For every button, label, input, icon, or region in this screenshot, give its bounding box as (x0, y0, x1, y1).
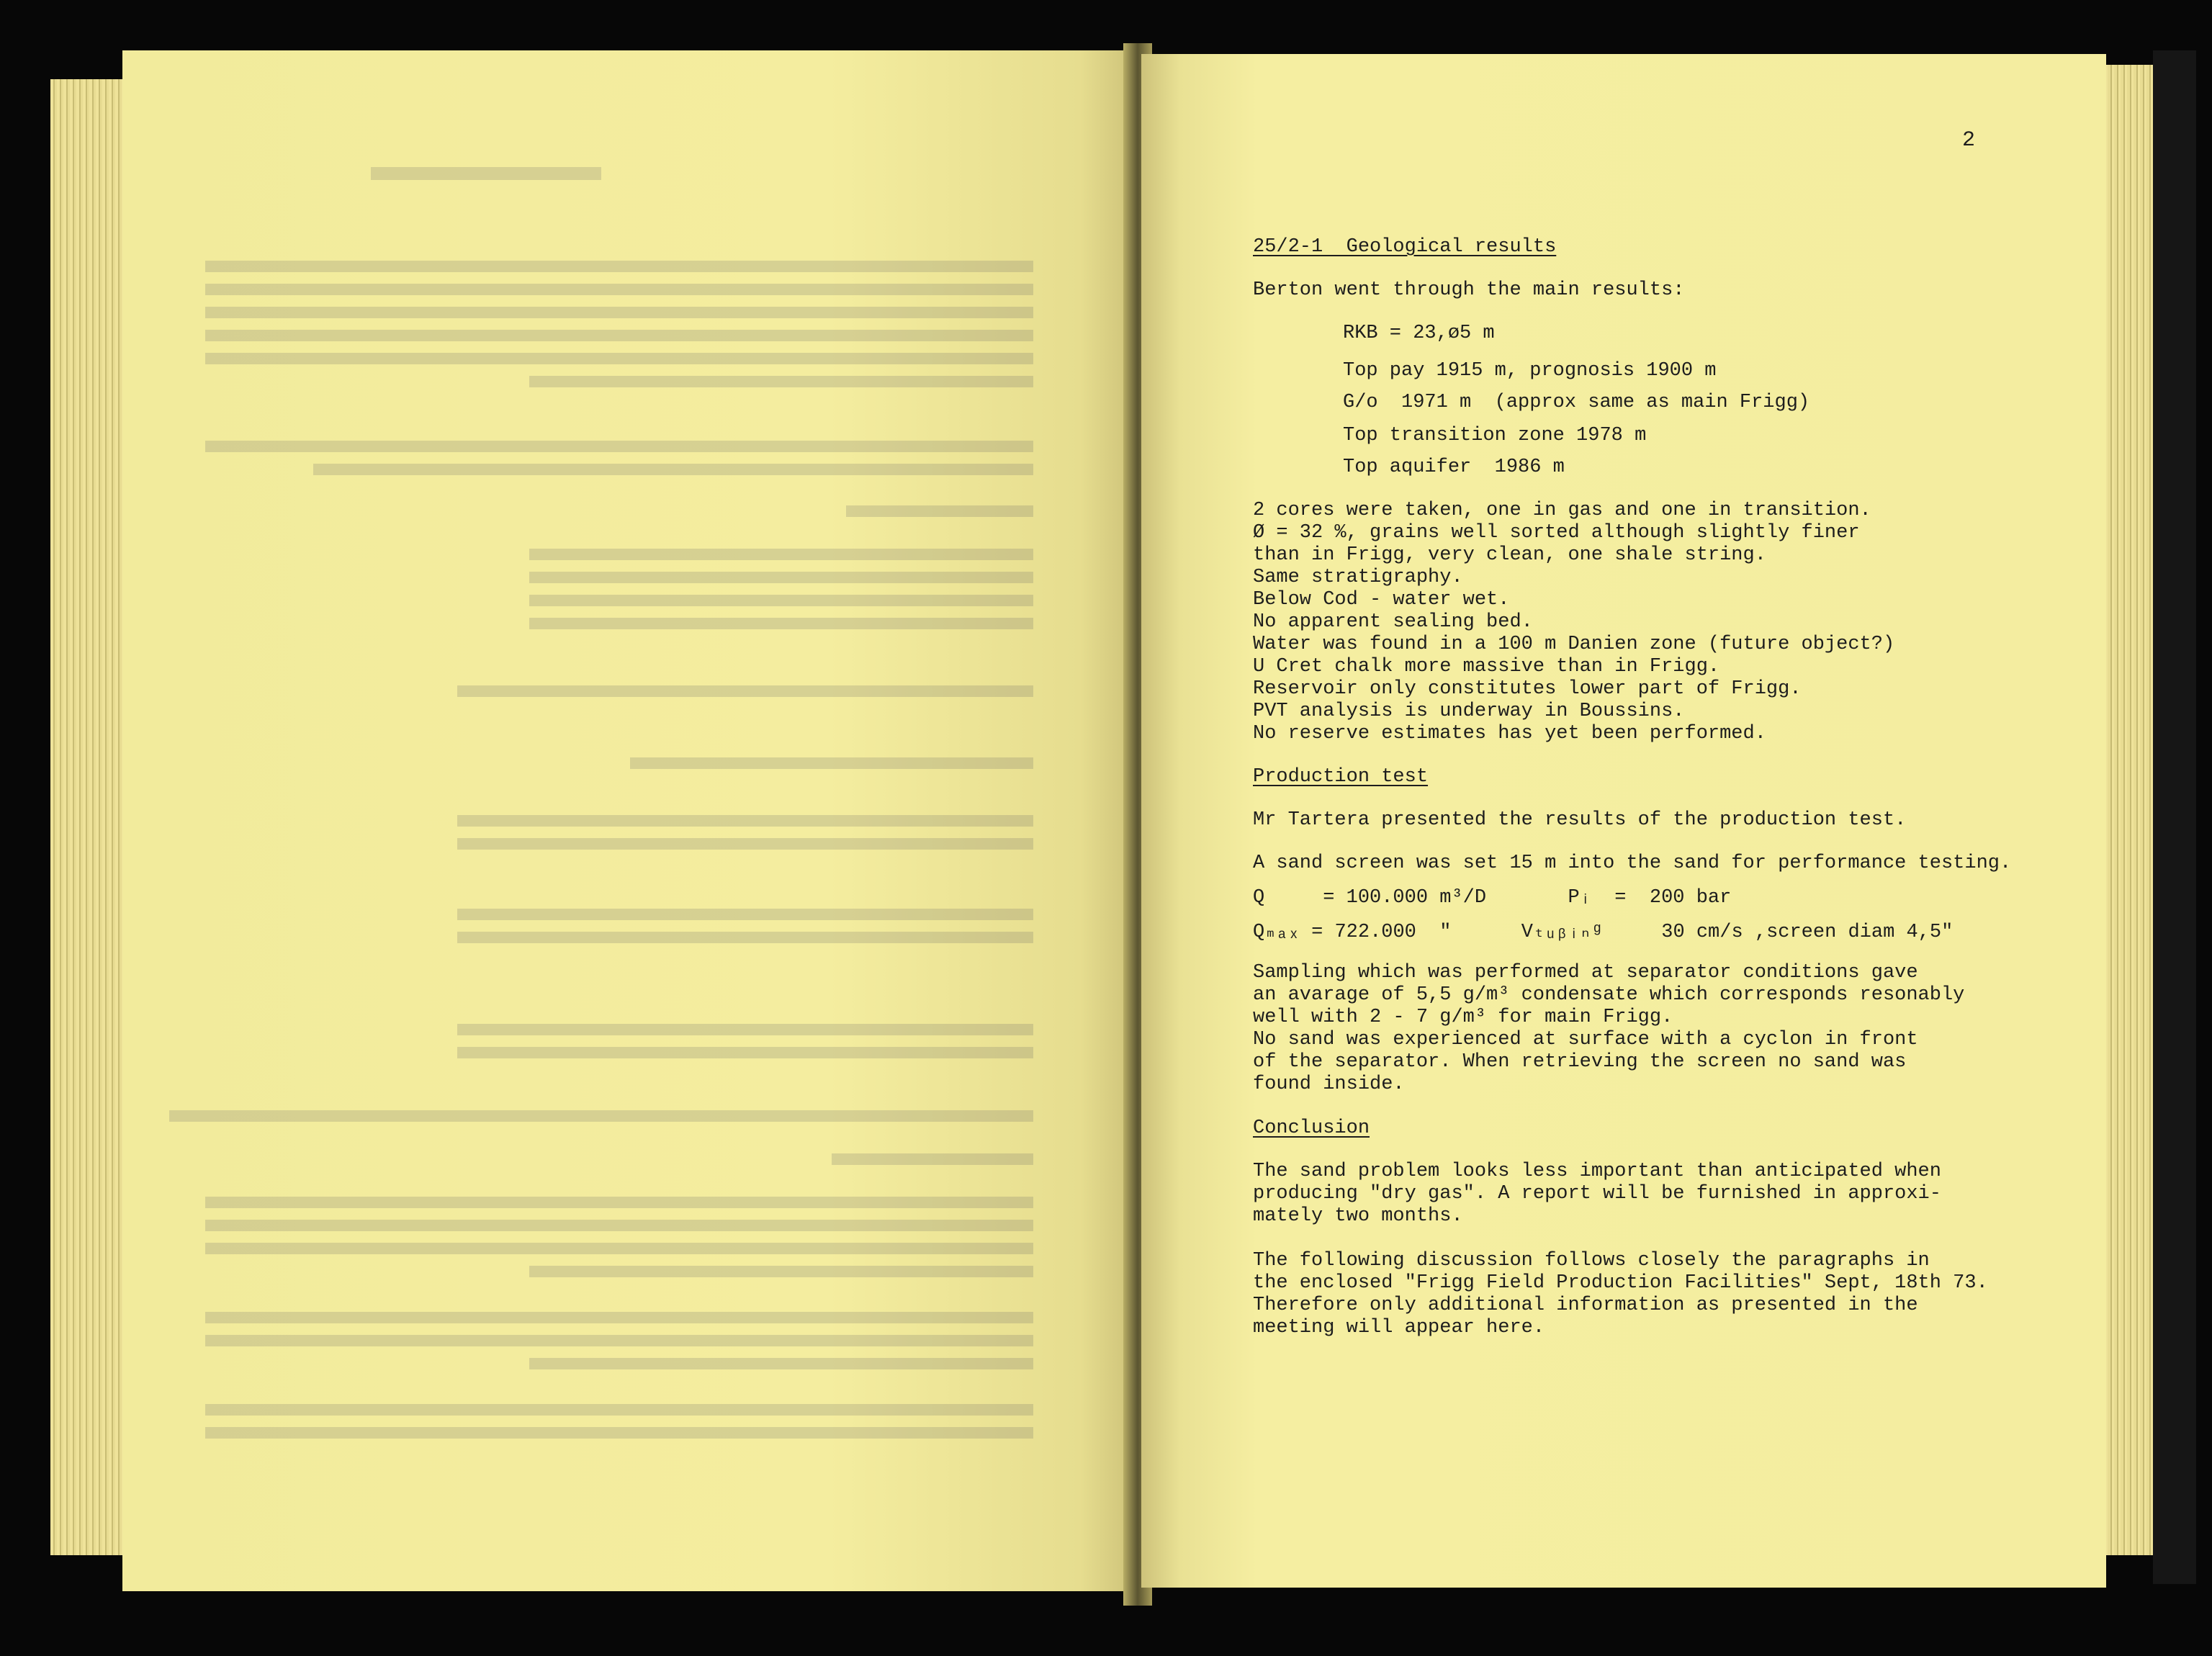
geology-line: PVT analysis is underway in Boussins. (1253, 701, 1685, 722)
geology-item: RKB = 23,ø5 m (1343, 323, 1495, 344)
geology-line: U Cret chalk more massive than in Frigg. (1253, 656, 1720, 678)
geology-line: Water was found in a 100 m Danien zone (future object?) (1253, 634, 1895, 655)
geology-item: Top pay 1915 m, prognosis 1900 m (1343, 360, 1717, 382)
production-line: an avarage of 5,5 g/m³ condensate which corresponds resonably (1253, 984, 1965, 1006)
geology-line: Below Cod - water wet. (1253, 589, 1510, 611)
production-line: found inside. (1253, 1074, 1405, 1095)
production-intro: Mr Tartera presented the results of the production test. (1253, 809, 1907, 831)
geology-intro: Berton went through the main results: (1253, 279, 1685, 301)
page-number: 2 (1962, 128, 1976, 153)
geology-item: Top transition zone 1978 m (1343, 425, 1647, 446)
geology-line: No apparent sealing bed. (1253, 611, 1533, 633)
section-heading-production: Production test (1253, 766, 1429, 788)
conclusion-line: The sand problem looks less important than anticipated when (1253, 1161, 1941, 1182)
right-page-text (1253, 0, 2110, 1338)
production-line: No sand was experienced at surface with a cyclon in front (1253, 1029, 1918, 1050)
section-heading-conclusion: Conclusion (1253, 1117, 1370, 1139)
bleed-through-lines (166, 167, 1033, 1440)
conclusion-line: producing "dry gas". A report will be furnished in approxi- (1253, 1183, 1941, 1205)
geology-line: Reservoir only constitutes lower part of Frigg. (1253, 678, 1802, 700)
conclusion-line: The following discussion follows closely the paragraphs in (1253, 1250, 1930, 1272)
production-screen: A sand screen was set 15 m into the sand for performance testing. (1253, 852, 2012, 874)
production-line: well with 2 - 7 g/m³ for main Frigg. (1253, 1007, 1673, 1028)
geology-item: Top aquifer 1986 m (1343, 456, 1565, 478)
geology-line: Same stratigraphy. (1253, 567, 1463, 588)
book-cover (2153, 50, 2196, 1584)
geology-item: G/o 1971 m (approx same as main Frigg) (1343, 392, 1810, 413)
geology-line: 2 cores were taken, one in gas and one in transition. (1253, 500, 1871, 521)
conclusion-line: the enclosed "Frigg Field Production Facilities" Sept, 18th 73. (1253, 1272, 1988, 1294)
bleed-through-texture (166, 144, 1080, 1440)
section-heading-geology: 25/2-1 Geological results (1253, 236, 1557, 258)
left-page-edges (50, 79, 130, 1555)
production-q: Q = 100.000 m³/D Pᵢ = 200 bar (1253, 887, 1732, 909)
conclusion-line: mately two months. (1253, 1205, 1463, 1227)
conclusion-line: meeting will appear here. (1253, 1317, 1545, 1338)
geology-line: No reserve estimates has yet been performed. (1253, 723, 1766, 744)
conclusion-line: Therefore only additional information as presented in the (1253, 1295, 1918, 1316)
production-line: Sampling which was performed at separator conditions gave (1253, 962, 1918, 984)
production-qmax: Qₘₐₓ = 722.000 " Vₜᵤᵦᵢₙᵍ 30 cm/s ,screen diam 4,5" (1253, 922, 1954, 943)
production-line: of the separator. When retrieving the screen no sand was (1253, 1051, 1907, 1073)
geology-line: Ø = 32 %, grains well sorted although slightly finer (1253, 522, 1860, 544)
geology-line: than in Frigg, very clean, one shale string. (1253, 544, 1766, 566)
